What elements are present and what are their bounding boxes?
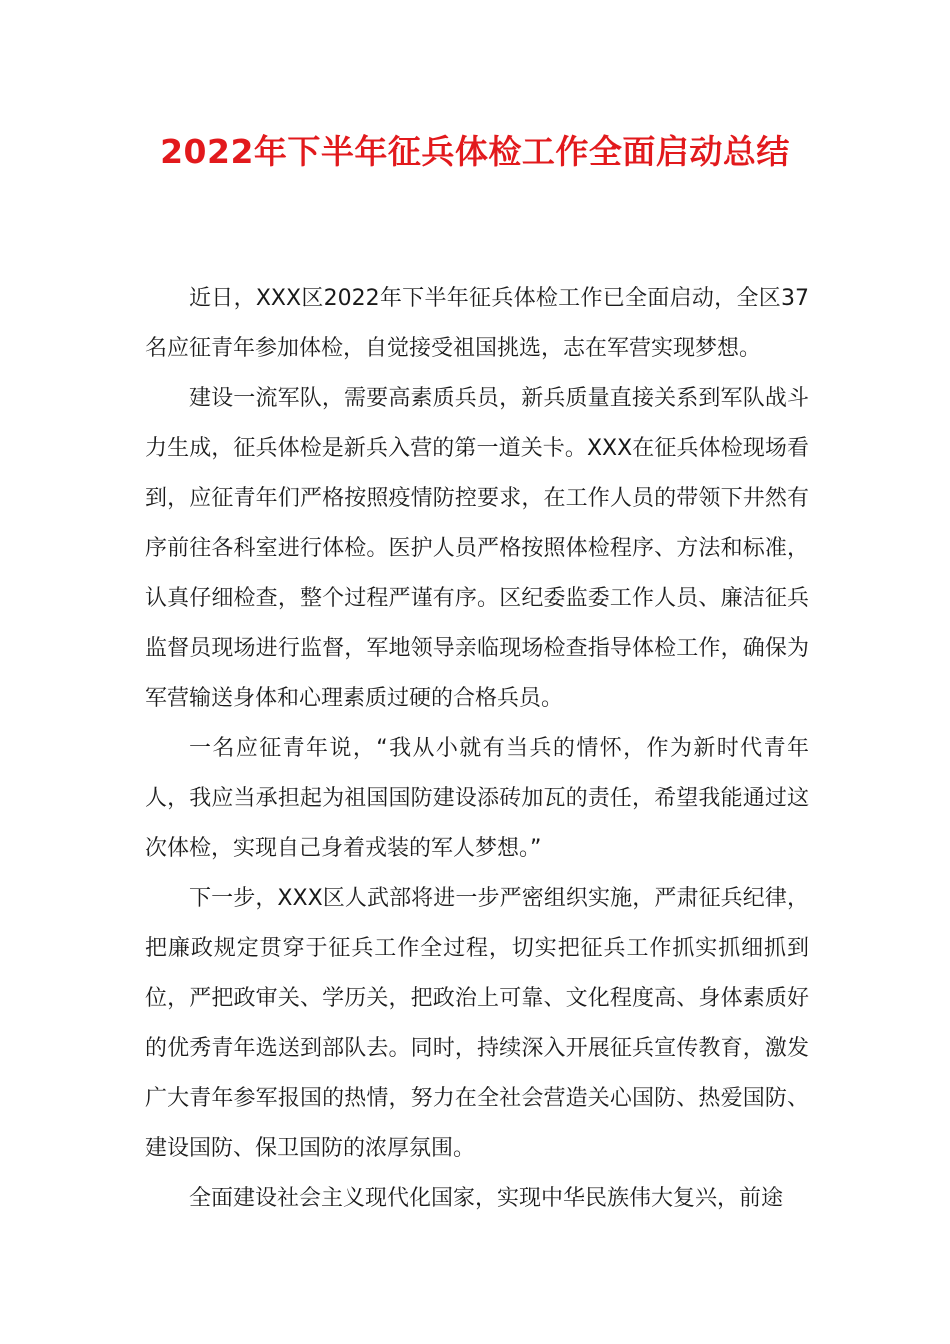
paragraph-2: 建设一流军队，需要高素质兵员，新兵质量直接关系到军队战斗力生成，征兵体检是新兵入营的第一道关卡。XXX在征兵体检现场看到，应征青年们严格按照疫情防控要求，在工作人员的带领下井然有序前往各科室进行体检。医护人员严格按照体检程序、方法和标准，认真仔细检查，整个过程严谨有序。区纪委监委工作人员、廉洁征兵监督员现场进行监督，军地领导亲临现场检查指导体检工作，确保为军营输送身体和心理素质过硬的合格兵员。 xyxy=(145,386,809,711)
paragraph-5: 全面建设社会主义现代化国家，实现中华民族伟大复兴，前途 xyxy=(189,1186,784,1211)
document-body xyxy=(145,274,809,1224)
paragraph-4: 下一步，XXX区人武部将进一步严密组织实施，严肃征兵纪律，把廉政规定贯穿于征兵工作全过程，切实把征兵工作抓实抓细抓到位，严把政审关、学历关，把政治上可靠、文化程度高、身体素质好的优秀青年选送到部队去。同时，持续深入开展征兵宣传教育，激发广大青年参军报国的热情，努力在全社会营造关心国防、热爱国防、建设国防、保卫国防的浓厚氛围。 xyxy=(145,886,809,1161)
page-title: 2022年下半年征兵体检工作全面启动总结 xyxy=(160,132,790,171)
paragraph-1: 近日，XXX区2022年下半年征兵体检工作已全面启动，全区37名应征青年参加体检，自觉接受祖国挑选，志在军营实现梦想。 xyxy=(145,286,809,361)
paragraph-3: 一名应征青年说，“我从小就有当兵的情怀，作为新时代青年人，我应当承担起为祖国国防建设添砖加瓦的责任，希望我能通过这次体检，实现自己身着戎装的军人梦想。” xyxy=(145,736,809,861)
